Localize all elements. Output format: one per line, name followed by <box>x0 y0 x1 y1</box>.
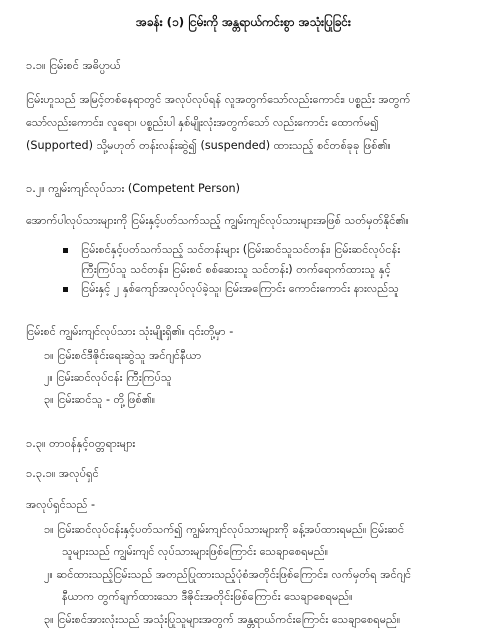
paragraph-line: ငြမ်းဟူသည် အမြင့်တစ်နေရာတွင် အလုပ်လုပ်ရန် လူအတွက်သော်လည်းကောင်း၊ ပစ္စည်း အတွက် <box>26 93 411 106</box>
bullet-line: ငြမ်းစင်နှင့်ပတ်သက်သည့် သင်တန်းများ (ငြမ်းဆင်သူသင်တန်း၊ ငြမ်းဆင်လုပ်ငန်း <box>81 243 401 256</box>
list-item: နီယာက တွက်ချက်ထားသော ဒီဇိုင်းအတိုင်းဖြစ်ကြောင်း သေချာစေရမည်။ <box>62 590 353 603</box>
paragraph-line: အလုပ်ရှင်သည် - <box>26 498 95 511</box>
bullet-marker <box>63 287 68 292</box>
bullet-line: ကြီးကြပ်သူ သင်တန်း၊ ငြမ်းစင် စစ်ဆေးသူ သင်တန်း) တက်ရောက်ထားသူ နှင့် <box>81 263 391 276</box>
section-heading-1-3: ၁.၃။ တာဝန်နှင့်ဝတ္တရားများ <box>26 437 136 450</box>
list-item: ၁။ ငြမ်းဆင်လုပ်ငန်းနှင့်ပတ်သက်၍ ကျွမ်းကျင်လုပ်သားများကို ခန့်အပ်ထားရမည်။ ငြမ်းဆင် <box>44 523 405 536</box>
list-item: သူများသည် ကျွမ်းကျင် လုပ်သားများဖြစ်ကြောင်း သေချာစေရမည်။ <box>62 545 329 558</box>
section-heading-1-2: ၁.၂။ ကျွမ်းကျင်လုပ်သား (Competent Person) <box>26 182 241 195</box>
section-heading-1-1: ၁.၁။ ငြမ်းစင် အဓိပ္ပာယ် <box>26 59 121 72</box>
list-item: ၂။ ဆင်ထားသည့်ငြမ်းသည် အတည်ပြုထားသည့်ပုံစံအတိုင်းဖြစ်ကြောင်း၊ လက်မှတ်ရ အင်ဂျင် <box>44 568 412 581</box>
bullet-marker <box>63 248 68 253</box>
paragraph-line: အောက်ပါလုပ်သားများကို ငြမ်းနှင့်ပတ်သက်သည့် ကျွမ်းကျင်လုပ်သားများအဖြစ် သတ်မှတ်နိုင်၏။ <box>26 214 409 227</box>
sub-heading-1-3-1: ၁.၃.၁။ အလုပ်ရှင် <box>26 467 99 480</box>
list-item: ၂။ ငြမ်းဆင်လုပ်ငန်း ကြီးကြပ်သူ <box>44 371 172 384</box>
list-item: ၃။ ငြမ်းဆင်သူ - တို့ဖြစ်၏။ <box>44 393 156 406</box>
list-item: ၁။ ငြမ်းစင်ဒီဇိုင်းရေးဆွဲသူ အင်ဂျင်နီယာ <box>44 349 202 362</box>
paragraph-line: (Supported) သို့မဟုတ် တန်းလန်းဆွဲ၍ (suspended) ထားသည့် စင်တစ်ခုခု ဖြစ်၏။ <box>26 139 391 152</box>
bullet-line: ငြမ်းနှင့် ၂ နှစ်ကျော်အလုပ်လုပ်ခဲ့သူ၊ ငြမ်းအကြောင်း ကောင်းကောင်း နားလည်သူ <box>81 282 399 295</box>
page-title: အခန်း (၁) ငြမ်းကို အန္တရာယ်ကင်းစွာ အသုံးပြုခြင်း <box>136 15 351 29</box>
list-item: ၃။ ငြမ်းစင်အားလုံးသည် အသုံးပြုသူများအတွက် အန္တရာယ်ကင်းကြောင်း သေချာစေရမည်။ <box>44 613 401 626</box>
paragraph-line: ငြမ်းစင် ကျွမ်းကျင်လုပ်သား သုံးမျိုးရှိ၏။ ၎င်းတို့မှာ - <box>26 325 234 338</box>
paragraph-line: သော်လည်းကောင်း၊ လူရော၊ ပစ္စည်းပါ နှစ်မျိုးလုံးအတွက်သော် လည်းကောင်း ထောက်မ၍ <box>26 116 379 129</box>
